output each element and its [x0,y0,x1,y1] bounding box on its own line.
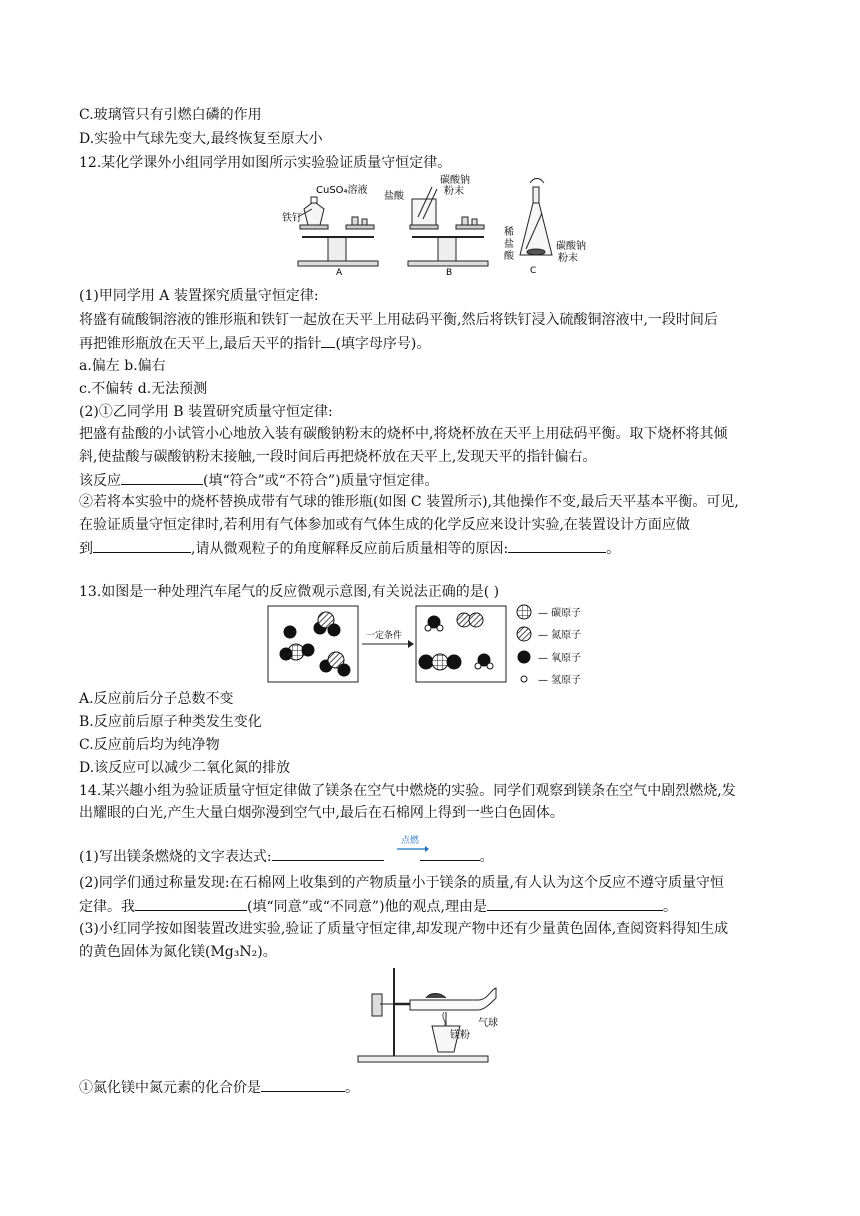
q12-options-cd: c.不偏转 d.无法预测 [79,381,208,397]
answer-blank[interactable] [272,846,384,861]
answer-blank[interactable] [135,896,247,911]
answer-blank[interactable] [121,470,203,485]
q14-apparatus-figure [350,964,520,1066]
q12-part2-line5: 在验证质量守恒定律时,若利用有气体参加或有气体生成的化学反应来设计实验,在装置设计方面应做 [79,517,690,533]
q14-part3-q1: ①氮化镁中氮元素的化合价是 。 [79,1077,359,1098]
q14-part2-line1: (2)同学们通过称量发现:在石棉网上收集到的产物质量小于镁条的质量,有人认为这个反应不遵守质量守恒 [79,875,724,891]
q13-option-d: D.该反应可以减少二氧化氮的排放 [79,760,291,776]
label-nail: 铁钉 [282,213,302,224]
q14-part1: (1)写出镁条燃烧的文字表达式: 。 [79,846,494,867]
q13-stem: 13.如图是一种处理汽车尾气的反应微观示意图,有关说法正确的是( ) [79,584,500,600]
answer-blank[interactable] [93,538,191,553]
label-hcl: 盐酸 [384,191,404,202]
q13-option-a: A.反应前后分子总数不变 [79,691,234,707]
label-dilute2: 盐 [504,239,514,250]
q14-part2-line2: 定律。我 (填“同意”或“不同意”)他的观点,理由是 。 [79,896,677,917]
q12-options-ab: a.偏左 b.偏右 [79,358,166,374]
label-na2co3-c2: 粉末 [558,253,578,264]
q13-option-b: B.反应前后原子种类发生变化 [79,714,262,730]
ignite-arrow [395,834,431,856]
q14-part3-line2: 的黄色固体为氮化镁(Mg₃N₂)。 [79,944,277,960]
label-b: B [446,268,453,278]
legend-nitrogen: — 氮原子 [538,630,582,641]
flask-c [520,179,552,256]
balance-b [408,187,488,266]
answer-blank[interactable] [261,1077,345,1092]
q14-stem-line1: 14.某兴趣小组为验证质量守恒定律做了镁条在空气中燃烧的实验。同学们观察到镁条在空气中剧烈燃烧,发 [79,783,736,799]
q12-part2-line1: 把盛有盐酸的小试管小心地放入装有碳酸钠粉末的烧杯中,将烧杯放在天平上用砝码平衡。取下烧杯将其倾 [79,426,728,442]
q14-stem-line2: 出耀眼的白光,产生大量白烟弥漫到空气中,最后在石棉网上得到一些白色固体。 [79,805,564,821]
q11-option-c: C.玻璃管只有引燃白磷的作用 [79,107,262,123]
answer-blank[interactable] [508,538,606,553]
q12-part2-line2: 斜,使盐酸与碳酸钠粉末接触,一段时间后再把烧杯放在天平上,发现天平的指针偏右。 [79,449,597,465]
legend-hydrogen: — 氢原子 [538,675,582,686]
condition-label: 一定条件 [366,631,403,641]
answer-blank[interactable] [487,896,663,911]
answer-blank[interactable] [321,333,335,348]
q13-reaction-figure [262,600,607,688]
label-dilute1: 稀 [504,227,514,238]
legend-carbon: — 碳原子 [538,608,582,619]
q12-part2-title: (2)①乙同学用 B 装置研究质量守恒定律: [79,404,333,420]
q12-part1-title: (1)甲同学用 A 装置探究质量守恒定律: [79,288,319,304]
label-na2co3-b2: 粉末 [444,186,464,197]
q12-part1-line1: 将盛有硫酸铜溶液的锥形瓶和铁钉一起放在天平上用砝码平衡,然后将铁钉浸入硫酸铜溶液中,一段时间后 [79,312,718,328]
label-mg: 镁粉 [450,1030,470,1041]
label-cuso4: CuSO₄溶液 [316,185,368,196]
q14-part3-line1: (3)小红同学按如图装置改进实验,验证了质量守恒定律,却发现产物中还有少量黄色固体,查阅资料得知生成 [79,921,729,937]
q13-option-c: C.反应前后均为纯净物 [79,737,220,753]
q11-option-d: D.实验中气球先变大,最终恢复至原大小 [79,131,323,147]
label-balloon: 气球 [478,1018,498,1029]
q12-part1-line2: 再把锥形瓶放在天平上,最后天平的指针 (填字母序号)。 [79,333,430,354]
q12-part2-line6: 到 ,请从微观粒子的角度解释反应前后质量相等的原因: 。 [79,538,620,559]
q12-apparatus-figure [282,173,590,278]
ignite-label: 点燃 [401,836,420,846]
label-c: C [530,266,537,276]
q12-stem: 12.某化学课外小组同学用如图所示实验验证质量守恒定律。 [79,155,452,171]
label-na2co3-b1: 碳酸钠 [440,175,470,186]
label-na2co3-c1: 碳酸钠 [556,241,586,252]
label-a: A [336,268,343,278]
label-dilute3: 酸 [504,251,514,262]
q12-part2-line4: ②若将本实验中的烧杯替换成带有气球的锥形瓶(如图 C 装置所示),其他操作不变,最后天平基本平衡。可见, [79,494,739,510]
q12-part2-line3: 该反应 (填“符合”或“不符合”)质量守恒定律。 [79,470,439,491]
balance-a [298,197,378,266]
legend-oxygen: — 氧原子 [538,653,582,664]
